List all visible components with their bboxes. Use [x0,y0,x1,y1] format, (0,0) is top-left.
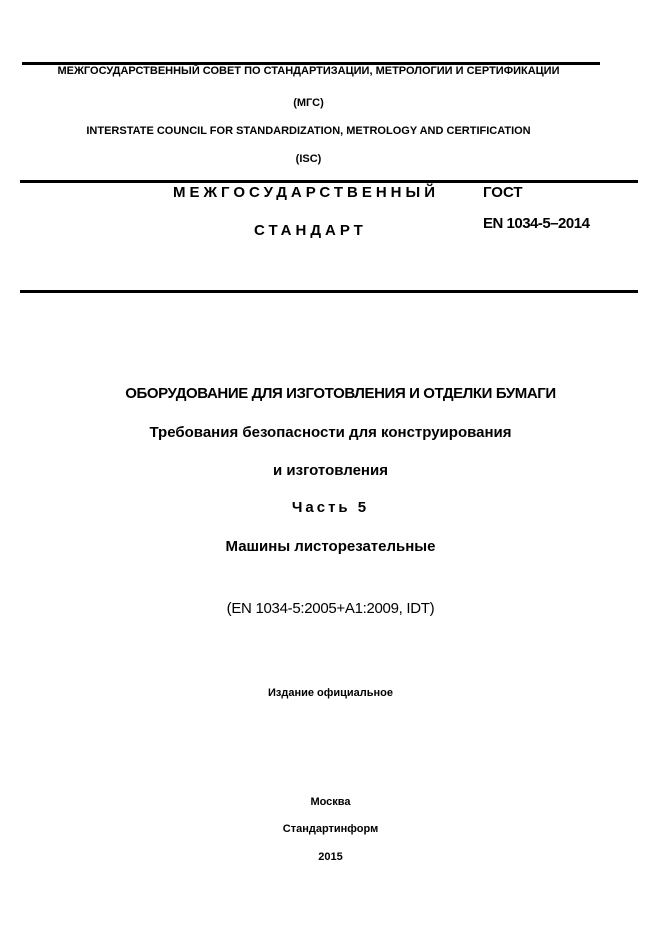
standard-type-line2: СТАНДАРТ [254,222,367,239]
council-name-ru: МЕЖГОСУДАРСТВЕННЫЙ СОВЕТ ПО СТАНДАРТИЗАЦИИ, МЕТРОЛОГИИ И СЕРТИФИКАЦИИ [57,65,560,77]
document-title: ОБОРУДОВАНИЕ ДЛЯ ИЗГОТОВЛЕНИЯ И ОТДЕЛКИ БУМАГИ [125,385,556,402]
imprint-year: 2015 [318,851,343,863]
council-name-en: INTERSTATE COUNCIL FOR STANDARDIZATION, METROLOGY AND CERTIFICATION [86,125,531,137]
standard-bottom-rule [20,290,638,293]
part-number: Часть 5 [291,499,370,516]
gost-label: ГОСТ [483,184,523,201]
requirements-line-1: Требования безопасности для конструирования [149,424,512,441]
requirements-line-2: и изготовления [273,462,388,479]
idt-reference: (EN 1034-5:2005+A1:2009, IDT) [226,600,435,617]
official-edition: Издание официальное [267,687,394,699]
standard-top-rule [20,180,638,183]
standard-type-line1: МЕЖГОСУДАРСТВЕННЫЙ [173,184,439,201]
part-subject: Машины листорезательные [225,538,436,555]
council-abbr-en: (ISC) [295,153,322,165]
imprint-publisher: Стандартинформ [282,823,379,835]
imprint-city: Москва [310,796,351,808]
gost-number: EN 1034-5–2014 [483,215,590,232]
council-abbr-ru: (МГС) [293,97,324,109]
